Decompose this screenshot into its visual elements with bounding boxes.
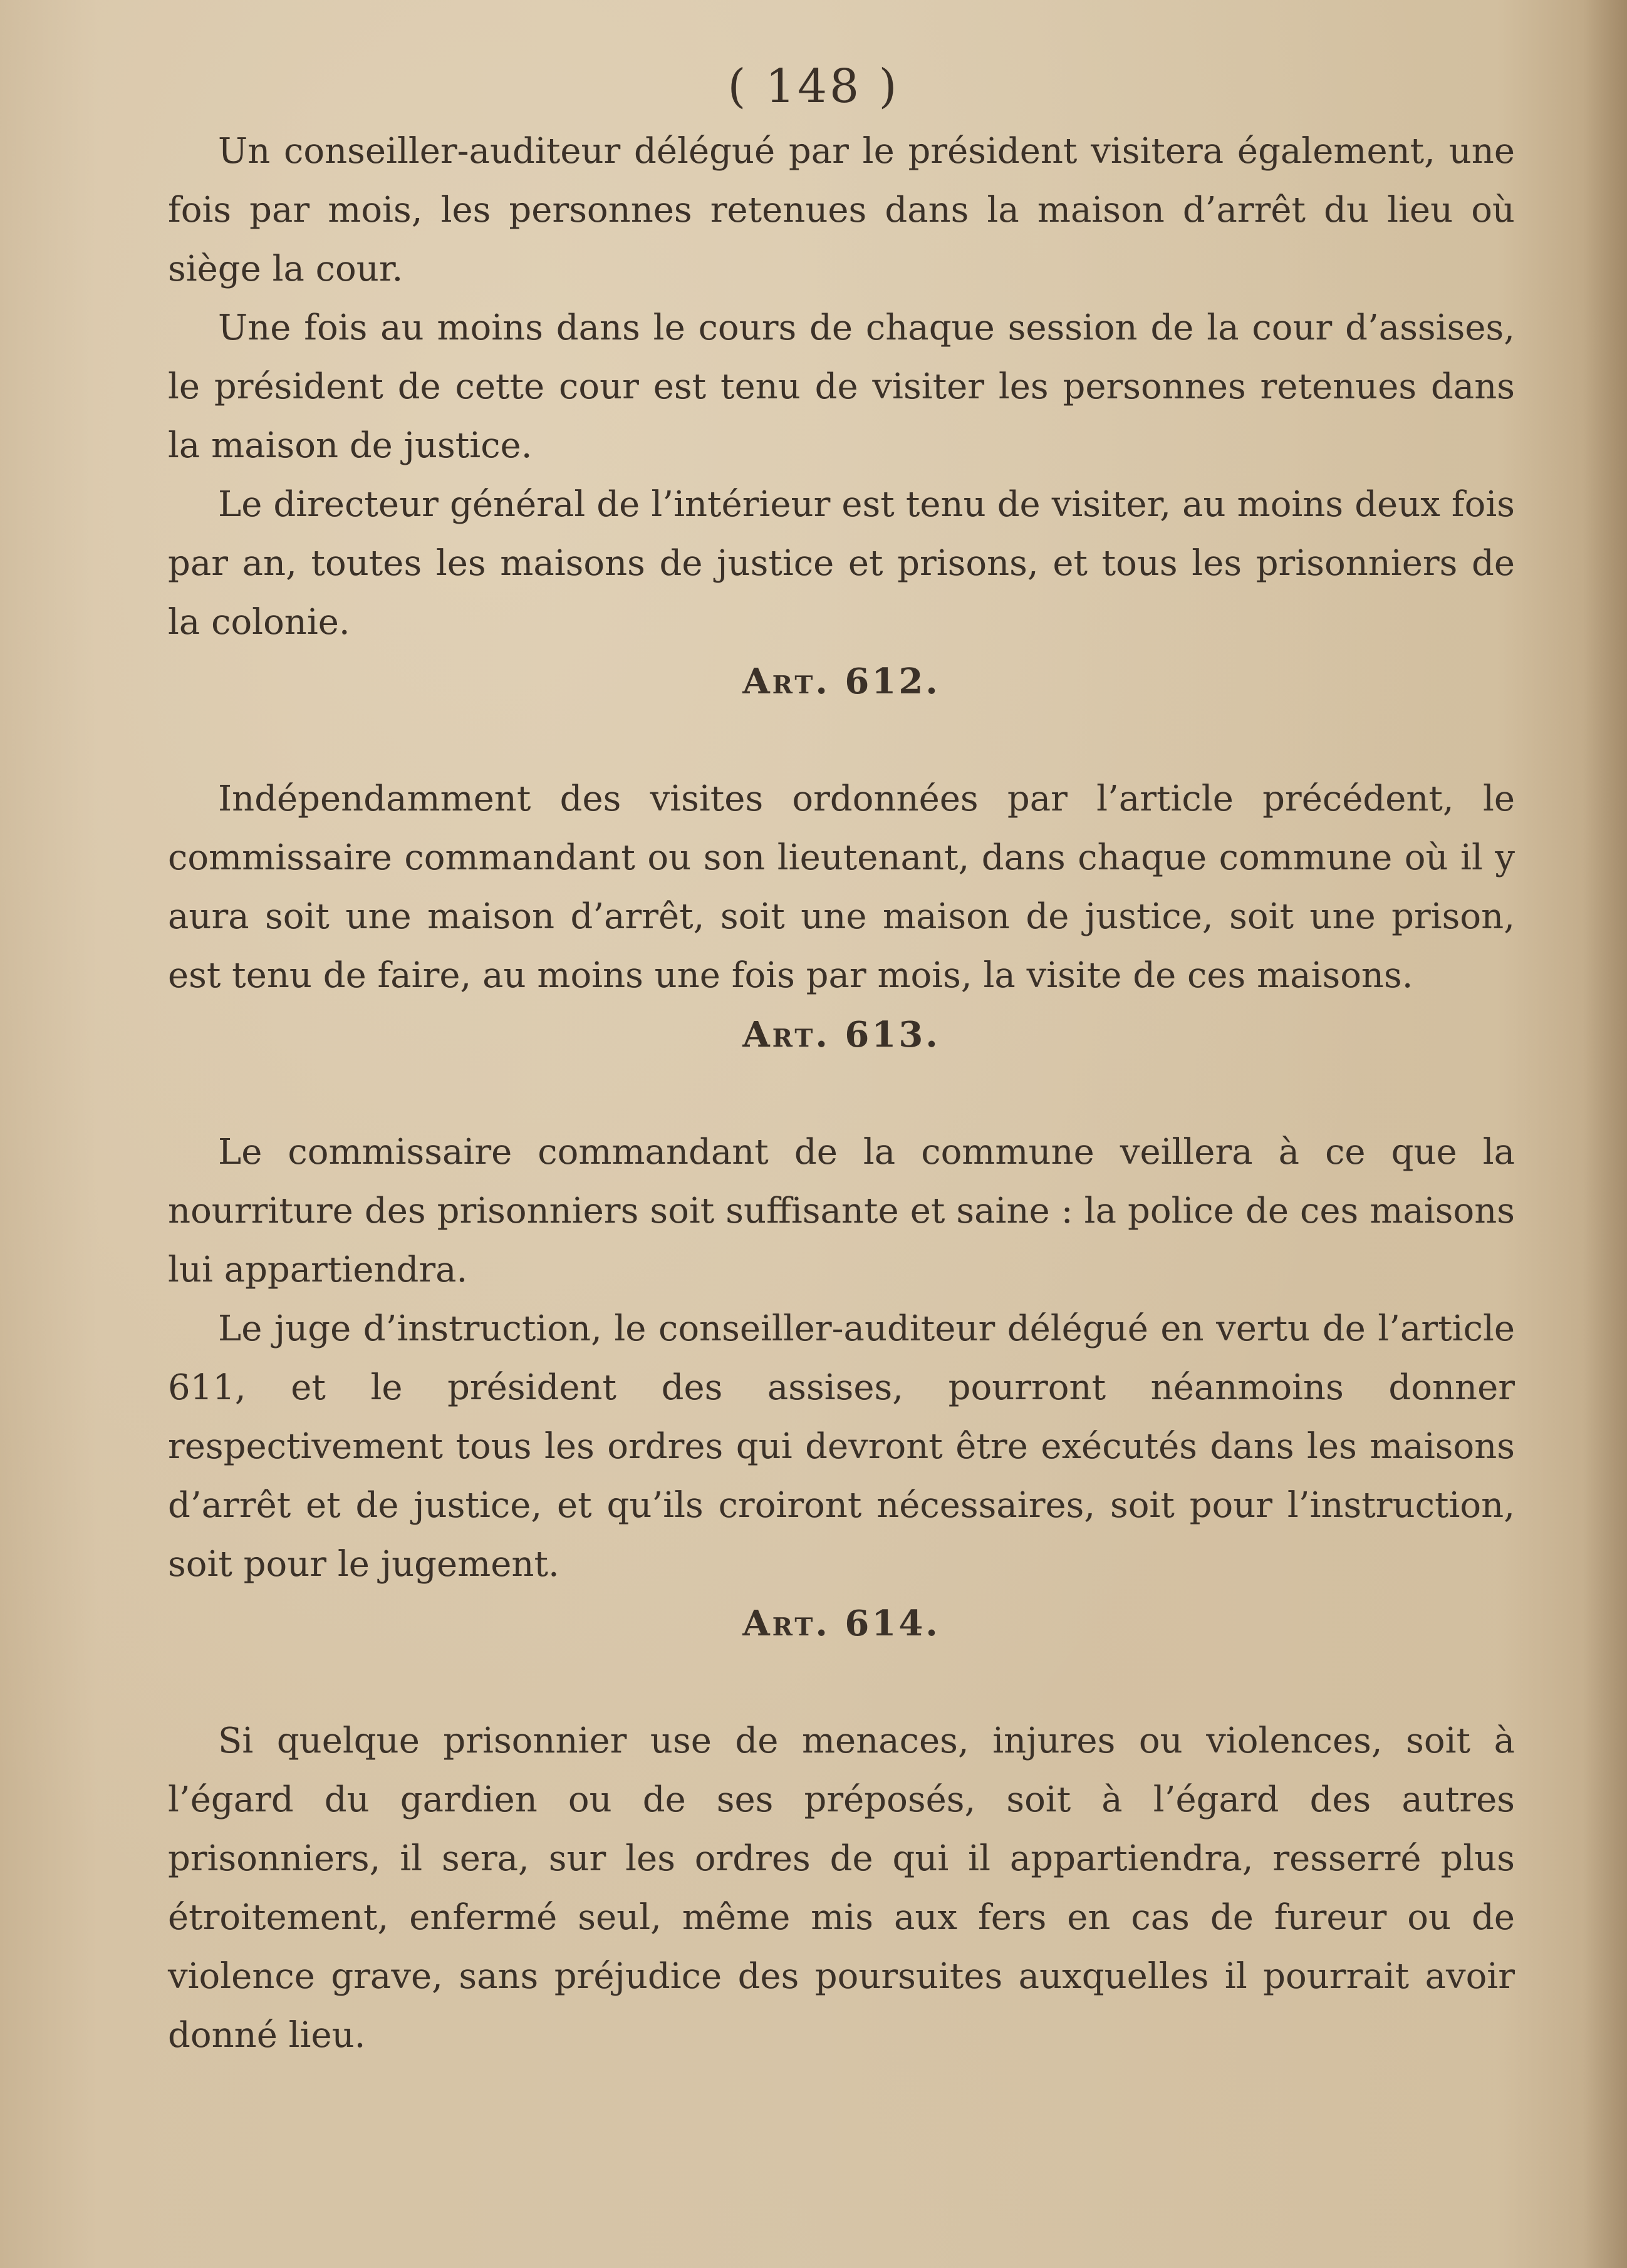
paragraph-art614-1: Si quelque prisonnier use de menaces, injures ou violences, soit à l’égard du gardien ou de ses préposés, soit à l’égard des autres prisonniers, il sera, sur les ordres de qui il appartiendra, resserré plus étroitement, enfermé seul, même mis aux fers en cas de fureur ou de violence grave, sans préjudice des poursuites auxquelles il pourrait avoir donné lieu. xyxy=(168,1721,1515,2056)
article-heading-612: Art. 612. xyxy=(742,661,940,702)
page-body xyxy=(168,122,1515,2065)
paragraph-art612-1: Indépendamment des visites ordonnées par l’article précédent, le commissaire commandant ou son lieutenant, dans chaque commune où il y aura soit une maison d’arrêt, soit une maison de justice, soit une prison, est tenu de faire, au moins une fois par mois, la visite de ces maisons. xyxy=(168,779,1515,996)
page-number: ( 148 ) xyxy=(727,60,900,113)
paragraph-intro-3: Le directeur général de l’intérieur est tenu de visiter, au moins deux fois par an, toutes les maisons de justice et prisons, et tous les prisonniers de la colonie. xyxy=(168,484,1515,643)
paragraph-art613-1: Le commissaire commandant de la commune veillera à ce que la nourriture des prisonniers soit suffisante et saine : la police de ces maisons lui appartiendra. xyxy=(168,1132,1515,1290)
article-heading-614: Art. 614. xyxy=(742,1603,940,1644)
paragraph-intro-1: Un conseiller-auditeur délégué par le président visitera également, une fois par mois, les personnes retenues dans la maison d’arrêt du lieu où siège la cour. xyxy=(168,131,1515,289)
paragraph-intro-2: Une fois au moins dans le cours de chaque session de la cour d’assises, le président de cette cour est tenu de visiter les personnes retenues dans la maison de justice. xyxy=(168,308,1515,466)
page-edge-shadow xyxy=(1583,0,1627,2268)
paragraph-art613-2: Le juge d’instruction, le conseiller-auditeur délégué en vertu de l’article 611, et le président des assises, pourront néanmoins donner respectivement tous les ordres qui devront être exécutés dans les maisons d’arrêt et de justice, et qu’ils croiront nécessaires, soit pour l’instruction, soit pour le jugement. xyxy=(168,1308,1515,1585)
article-heading-613: Art. 613. xyxy=(742,1014,940,1055)
